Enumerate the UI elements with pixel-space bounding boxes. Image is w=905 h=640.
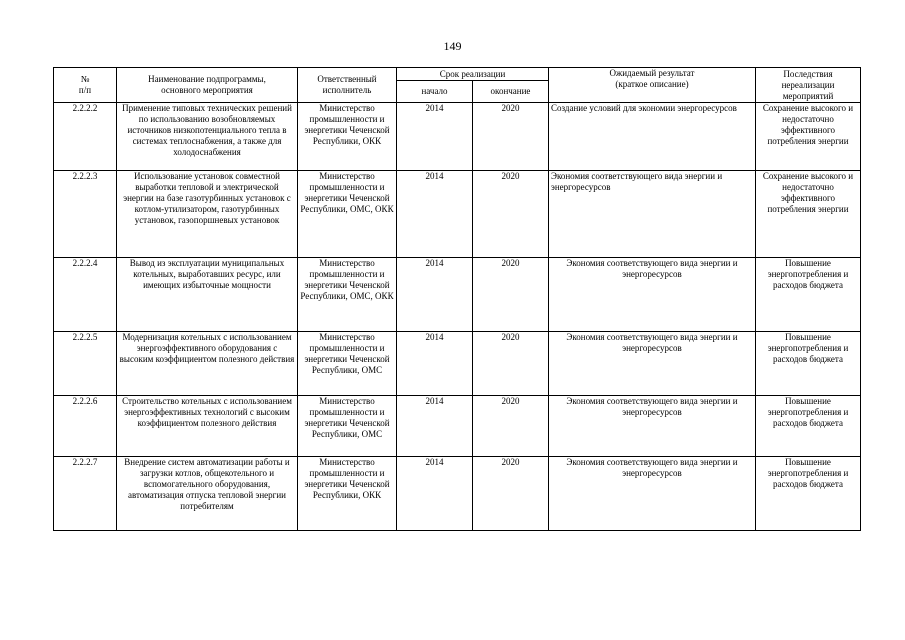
row-name-cell: Использование установок совместной выработки тепловой и электрической энергии на базе газотурбинных установок с котлом-утилизатором, газотурбинных установок, газопоршневых установок bbox=[117, 171, 298, 258]
row-consequences-cell: Повышение энергопотребления и расходов бюджета bbox=[756, 457, 861, 531]
row-executor-cell: Министерство промышленности и энергетики Чеченской Республики, ОМС bbox=[298, 396, 397, 457]
table-row bbox=[54, 258, 861, 332]
row-name-cell: Строительство котельных с использованием энергоэффективных технологий с высоким коэффициентом полезного действия bbox=[117, 396, 298, 457]
row-consequences-cell: Сохранение высокого и недостаточно эффективного потребления энергии bbox=[756, 103, 861, 171]
table-row bbox=[54, 171, 861, 258]
table-row bbox=[54, 457, 861, 531]
row-executor-cell: Министерство промышленности и энергетики Чеченской Республики, ОКК bbox=[298, 457, 397, 531]
row-start-cell: 2014 bbox=[397, 396, 473, 457]
row-name-cell: Вывод из эксплуатации муниципальных котельных, выработавших ресурс, или имеющих избыточные мощности bbox=[117, 258, 298, 332]
row-name-cell: Применение типовых технических решений по использованию возобновляемых источников низкопотенциального тепла в системах теплоснабжения, а также для холодоснабжения bbox=[117, 103, 298, 171]
row-num-cell: 2.2.2.7 bbox=[54, 457, 117, 531]
measures-table bbox=[53, 67, 861, 531]
header-start: начало bbox=[397, 81, 473, 103]
row-end-cell: 2020 bbox=[473, 396, 549, 457]
header-num: № п/п bbox=[54, 68, 117, 103]
table-row bbox=[54, 103, 861, 171]
row-name-cell: Внедрение систем автоматизации работы и загрузки котлов, общекотельного и вспомогательного оборудования, автоматизация отпуска тепловой энергии потребителям bbox=[117, 457, 298, 531]
table-body bbox=[54, 103, 861, 531]
row-start-cell: 2014 bbox=[397, 258, 473, 332]
header-consequences: Последствия нереализации мероприятий bbox=[756, 68, 861, 103]
row-executor-cell: Министерство промышленности и энергетики Чеченской Республики, ОМС, ОКК bbox=[298, 171, 397, 258]
table-row bbox=[54, 396, 861, 457]
row-num-cell: 2.2.2.3 bbox=[54, 171, 117, 258]
header-period: Срок реализации bbox=[397, 68, 549, 81]
row-name-cell: Модернизация котельных с использованием энергоэффективного оборудования с высоким коэффициентом полезного действия bbox=[117, 332, 298, 396]
header-executor: Ответственный исполнитель bbox=[298, 68, 397, 103]
row-start-cell: 2014 bbox=[397, 332, 473, 396]
row-executor-cell: Министерство промышленности и энергетики Чеченской Республики, ОМС, ОКК bbox=[298, 258, 397, 332]
row-result-cell: Экономия соответствующего вида энергии и энергоресурсов bbox=[549, 396, 756, 457]
row-end-cell: 2020 bbox=[473, 103, 549, 171]
row-num-cell: 2.2.2.4 bbox=[54, 258, 117, 332]
row-result-cell: Экономия соответствующего вида энергии и энергоресурсов bbox=[549, 457, 756, 531]
row-num-cell: 2.2.2.5 bbox=[54, 332, 117, 396]
row-num-cell: 2.2.2.2 bbox=[54, 103, 117, 171]
row-result-cell: Экономия соответствующего вида энергии и энергоресурсов bbox=[549, 258, 756, 332]
row-start-cell: 2014 bbox=[397, 103, 473, 171]
row-result-cell: Создание условий для экономии энергоресурсов bbox=[549, 103, 756, 171]
header-result: Ожидаемый результат (краткое описание) bbox=[549, 68, 756, 103]
row-num-cell: 2.2.2.6 bbox=[54, 396, 117, 457]
row-consequences-cell: Сохранение высокого и недостаточно эффективного потребления энергии bbox=[756, 171, 861, 258]
row-end-cell: 2020 bbox=[473, 171, 549, 258]
row-consequences-cell: Повышение энергопотребления и расходов бюджета bbox=[756, 332, 861, 396]
header-end: окончание bbox=[473, 81, 549, 103]
row-result-cell: Экономия соответствующего вида энергии и энергоресурсов bbox=[549, 332, 756, 396]
row-executor-cell: Министерство промышленности и энергетики Чеченской Республики, ОКК bbox=[298, 103, 397, 171]
row-start-cell: 2014 bbox=[397, 171, 473, 258]
row-result-cell: Экономия соответствующего вида энергии и энергоресурсов bbox=[549, 171, 756, 258]
row-start-cell: 2014 bbox=[397, 457, 473, 531]
row-consequences-cell: Повышение энергопотребления и расходов бюджета bbox=[756, 396, 861, 457]
table-header bbox=[54, 68, 861, 103]
row-consequences-cell: Повышение энергопотребления и расходов бюджета bbox=[756, 258, 861, 332]
row-end-cell: 2020 bbox=[473, 332, 549, 396]
row-executor-cell: Министерство промышленности и энергетики Чеченской Республики, ОМС bbox=[298, 332, 397, 396]
row-end-cell: 2020 bbox=[473, 258, 549, 332]
row-end-cell: 2020 bbox=[473, 457, 549, 531]
header-name: Наименование подпрограммы, основного мероприятия bbox=[117, 68, 298, 103]
table-row bbox=[54, 332, 861, 396]
page-number: 149 bbox=[443, 39, 462, 53]
